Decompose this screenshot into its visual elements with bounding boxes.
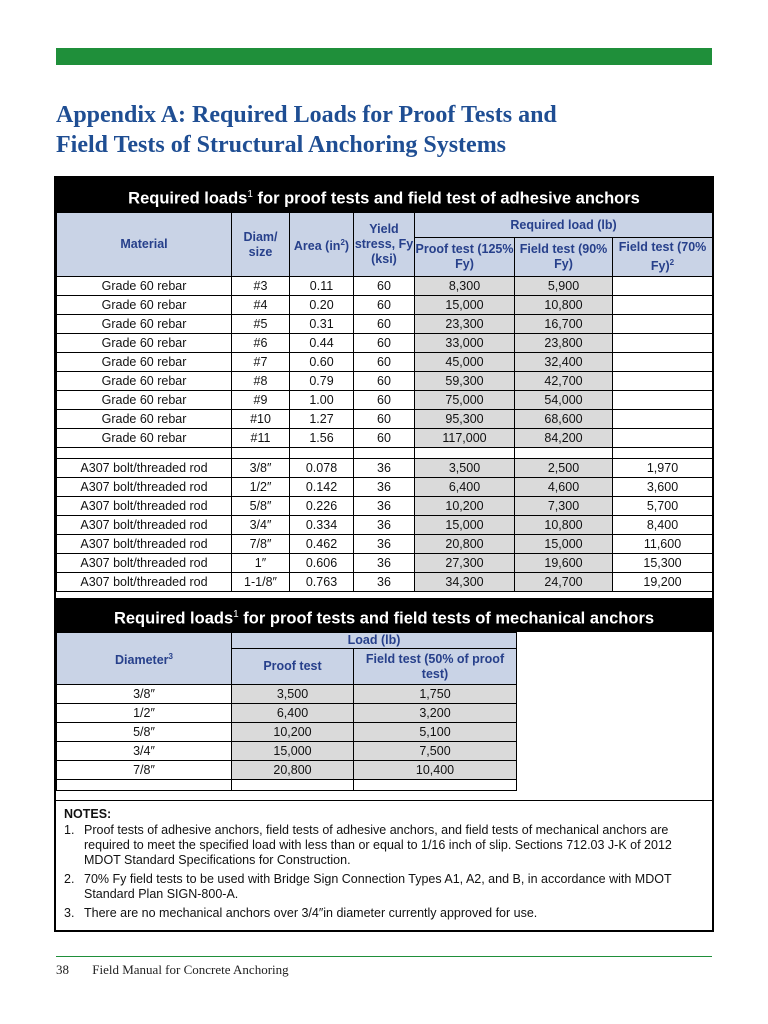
table-row: [57, 296, 713, 315]
table-cell: 2,500: [515, 459, 613, 478]
header-area: Area $(in^2)$: [290, 213, 354, 277]
table-cell: 15,000: [232, 742, 354, 761]
table-cell: 10,200: [415, 497, 515, 516]
table-cell: 0.334: [290, 516, 354, 535]
table-row: [57, 315, 713, 334]
table-row: [57, 277, 713, 296]
table-cell: 36: [354, 459, 415, 478]
table-cell: 6,400: [232, 704, 354, 723]
table-cell: 24,700: [515, 573, 613, 592]
table-cell: 3,200: [354, 704, 517, 723]
note-item: [64, 906, 704, 921]
table-cell: 1/2″: [57, 704, 232, 723]
table-cell: 7,300: [515, 497, 613, 516]
table-cell: 45,000: [415, 353, 515, 372]
table-cell: 15,000: [515, 535, 613, 554]
note-number: 1.: [64, 823, 75, 837]
table-cell: 3,500: [415, 459, 515, 478]
table-cell: [613, 353, 713, 372]
table-cell: 5,900: [515, 277, 613, 296]
table-cell: [613, 277, 713, 296]
table-cell: 68,600: [515, 410, 613, 429]
table-cell: 0.60: [290, 353, 354, 372]
header-yield-stress: Yield stress, Fy (ksi): [354, 213, 415, 277]
table-cell: 33,000: [415, 334, 515, 353]
header-proof-test: Proof test (125% Fy): [415, 238, 515, 277]
table-cell: 7,500: [354, 742, 517, 761]
table-cell: Grade 60 rebar: [57, 372, 232, 391]
title-line-1: Appendix A: Required Loads for Proof Tests and: [56, 102, 557, 128]
table-cell: Grade 60 rebar: [57, 277, 232, 296]
table-cell: 1-1/8″: [232, 573, 290, 592]
table-cell: 1,970: [613, 459, 713, 478]
table-cell: 60: [354, 315, 415, 334]
notes-title: NOTES:: [64, 807, 112, 821]
table-cell: Grade 60 rebar: [57, 353, 232, 372]
table-cell: #11: [232, 429, 290, 448]
table-cell: 4,600: [515, 478, 613, 497]
table-cell: 36: [354, 497, 415, 516]
header-field-test-70: Field test (70% Fy)$^2$: [613, 238, 713, 277]
note-text: 70% Fy field tests to be used with Bridge Sign Connection Types A1, A2, and B, in accordance with MDOT Standard Plan SIGN-800-A.: [84, 872, 672, 901]
table-cell: 0.226: [290, 497, 354, 516]
table-spacer-row: [57, 780, 517, 791]
table-cell: 34,300: [415, 573, 515, 592]
note-text: Proof tests of adhesive anchors, field tests of adhesive anchors, and field tests of mechanical anchors are required to meet the specified load with less than or equal to 1/16 inch of slip. Sections 712.03 J-K of 2012 MDOT Standard Specifications for Construction.: [84, 823, 672, 867]
table-cell: 60: [354, 410, 415, 429]
table-cell: A307 bolt/threaded rod: [57, 459, 232, 478]
table-cell: 60: [354, 391, 415, 410]
table-cell: A307 bolt/threaded rod: [57, 497, 232, 516]
header-required-load: Required load (lb): [415, 213, 713, 238]
table-cell: 7/8″: [57, 761, 232, 780]
table-cell: [613, 296, 713, 315]
table-cell: Grade 60 rebar: [57, 315, 232, 334]
table-cell: 6,400: [415, 478, 515, 497]
table-cell: 0.31: [290, 315, 354, 334]
table-cell: 20,800: [232, 761, 354, 780]
table-cell: #4: [232, 296, 290, 315]
anchor-loads-table-frame: [54, 176, 714, 932]
table-cell: [613, 391, 713, 410]
table-cell: [613, 334, 713, 353]
table-row: [57, 761, 517, 780]
table-cell: 5/8″: [232, 497, 290, 516]
table-cell: 1/2″: [232, 478, 290, 497]
table-row: [57, 459, 713, 478]
table-cell: 0.79: [290, 372, 354, 391]
notes-list: [64, 823, 704, 925]
table-cell: 60: [354, 277, 415, 296]
table-cell: 3/8″: [57, 685, 232, 704]
table-cell: #6: [232, 334, 290, 353]
table-cell: 60: [354, 353, 415, 372]
table-cell: 95,300: [415, 410, 515, 429]
table-cell: 27,300: [415, 554, 515, 573]
mechanical-section-header: Required loads$^1$ for proof tests and field tests of mechanical anchors: [56, 598, 712, 632]
page-footer: [56, 962, 289, 978]
table-row: [57, 353, 713, 372]
table-row: [57, 685, 517, 704]
table-row: [57, 334, 713, 353]
table-cell: 1″: [232, 554, 290, 573]
table-row: [57, 704, 517, 723]
table-cell: 84,200: [515, 429, 613, 448]
note-number: 3.: [64, 906, 75, 920]
table-row: [57, 410, 713, 429]
table-cell: A307 bolt/threaded rod: [57, 535, 232, 554]
table-cell: Grade 60 rebar: [57, 296, 232, 315]
table-cell: 0.078: [290, 459, 354, 478]
header-field-test-90: Field test (90% Fy): [515, 238, 613, 277]
note-item: [64, 872, 704, 902]
title-line-2: Field Tests of Structural Anchoring Systems: [56, 132, 507, 158]
top-accent-bar: [56, 48, 712, 65]
table-cell: #8: [232, 372, 290, 391]
table-cell: 19,200: [613, 573, 713, 592]
footer-title: Field Manual for Concrete Anchoring: [92, 962, 289, 977]
header-material: Material: [57, 213, 232, 277]
table-cell: Grade 60 rebar: [57, 410, 232, 429]
table-row: [57, 478, 713, 497]
table-cell: 60: [354, 372, 415, 391]
table-cell: #3: [232, 277, 290, 296]
table-row: [57, 535, 713, 554]
table-cell: 11,600: [613, 535, 713, 554]
table-cell: [613, 372, 713, 391]
table-row: [57, 372, 713, 391]
adhesive-anchors-table: [56, 212, 713, 592]
table-cell: 15,300: [613, 554, 713, 573]
notes-section: [56, 800, 712, 920]
note-item: [64, 823, 704, 868]
table-cell: 7/8″: [232, 535, 290, 554]
table-cell: 23,800: [515, 334, 613, 353]
table-cell: #5: [232, 315, 290, 334]
table-cell: [613, 429, 713, 448]
table-cell: 8,300: [415, 277, 515, 296]
table-cell: #10: [232, 410, 290, 429]
header-mech-proof-test: Proof test: [232, 649, 354, 685]
table-cell: Grade 60 rebar: [57, 391, 232, 410]
table-cell: 1.56: [290, 429, 354, 448]
table-cell: 36: [354, 478, 415, 497]
table-cell: A307 bolt/threaded rod: [57, 554, 232, 573]
table-cell: #7: [232, 353, 290, 372]
header-mech-field-test: Field test (50% of proof test): [354, 649, 517, 685]
table-cell: 3/4″: [232, 516, 290, 535]
table-cell: 54,000: [515, 391, 613, 410]
table-cell: 10,400: [354, 761, 517, 780]
page-number: 38: [56, 962, 69, 977]
table-row: [57, 516, 713, 535]
note-number: 2.: [64, 872, 75, 886]
table-cell: 32,400: [515, 353, 613, 372]
table-cell: 59,300: [415, 372, 515, 391]
table-cell: 3,500: [232, 685, 354, 704]
table-cell: 36: [354, 573, 415, 592]
table-cell: [613, 410, 713, 429]
table-cell: 0.11: [290, 277, 354, 296]
table-row: [57, 497, 713, 516]
table-row: [57, 391, 713, 410]
table-cell: 19,600: [515, 554, 613, 573]
table-cell: 0.44: [290, 334, 354, 353]
table-cell: 23,300: [415, 315, 515, 334]
table-cell: 0.606: [290, 554, 354, 573]
table-cell: [613, 315, 713, 334]
table-cell: A307 bolt/threaded rod: [57, 573, 232, 592]
table-cell: 10,200: [232, 723, 354, 742]
table-cell: 5,100: [354, 723, 517, 742]
table-cell: 60: [354, 296, 415, 315]
table-row: [57, 429, 713, 448]
mechanical-anchors-table: [56, 632, 517, 791]
table-cell: A307 bolt/threaded rod: [57, 478, 232, 497]
footer-rule: [56, 956, 712, 957]
table-cell: 8,400: [613, 516, 713, 535]
table-row: [57, 573, 713, 592]
adhesive-section-header: Required loads$^1$ for proof tests and field test of adhesive anchors: [56, 178, 712, 212]
table-cell: 0.142: [290, 478, 354, 497]
table-cell: 0.20: [290, 296, 354, 315]
header-load: Load (lb): [232, 633, 517, 649]
table-cell: 42,700: [515, 372, 613, 391]
table-cell: 10,800: [515, 296, 613, 315]
table-cell: 36: [354, 554, 415, 573]
table-cell: 15,000: [415, 516, 515, 535]
table-cell: 60: [354, 429, 415, 448]
table-cell: A307 bolt/threaded rod: [57, 516, 232, 535]
table-cell: 5/8″: [57, 723, 232, 742]
table-cell: 5,700: [613, 497, 713, 516]
note-text: There are no mechanical anchors over 3/4″in diameter currently approved for use.: [84, 906, 538, 920]
table-cell: 36: [354, 516, 415, 535]
table-row: [57, 742, 517, 761]
table-cell: 1.27: [290, 410, 354, 429]
table-cell: 117,000: [415, 429, 515, 448]
table-cell: 20,800: [415, 535, 515, 554]
table-row: [57, 723, 517, 742]
page-title: [56, 100, 716, 160]
table-row: [57, 554, 713, 573]
table-cell: 1,750: [354, 685, 517, 704]
table-spacer-row: [57, 448, 713, 459]
table-cell: 15,000: [415, 296, 515, 315]
table-cell: 0.462: [290, 535, 354, 554]
table-cell: 1.00: [290, 391, 354, 410]
header-diam-size: Diam/ size: [232, 213, 290, 277]
table-cell: 3/4″: [57, 742, 232, 761]
table-cell: 0.763: [290, 573, 354, 592]
table-cell: 3/8″: [232, 459, 290, 478]
table-cell: 36: [354, 535, 415, 554]
table-cell: Grade 60 rebar: [57, 429, 232, 448]
table-cell: 3,600: [613, 478, 713, 497]
table-cell: Grade 60 rebar: [57, 334, 232, 353]
table-cell: #9: [232, 391, 290, 410]
header-diameter: Diameter$^3$: [57, 633, 232, 685]
table-cell: 60: [354, 334, 415, 353]
table-cell: 16,700: [515, 315, 613, 334]
table-cell: 75,000: [415, 391, 515, 410]
table-cell: 10,800: [515, 516, 613, 535]
